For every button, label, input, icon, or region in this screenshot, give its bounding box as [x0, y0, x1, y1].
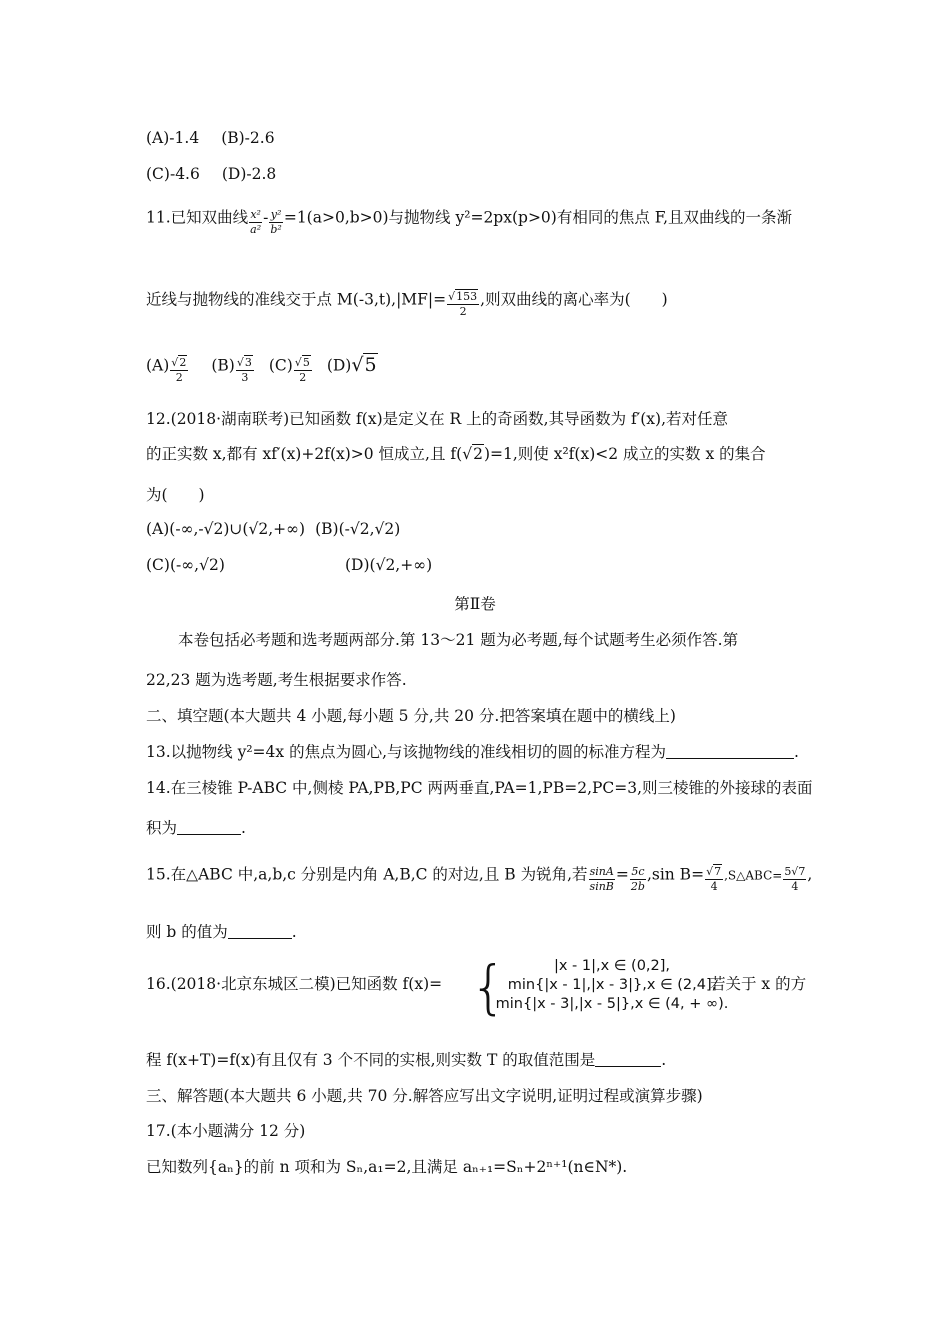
q16-case2: min{|x - 1|,|x - 3|},x ∈ (2,4],: [507, 977, 717, 993]
q10-option-c: (C)-4.6: [146, 165, 200, 183]
q17-stem: 已知数列{aₙ}的前 n 项和为 Sₙ,a₁=2,且满足 aₙ₊₁=Sₙ+2ⁿ⁺¹(n∈N*).: [146, 1158, 628, 1176]
q15-fraction-area: $\frac{5√7}{4}$: [784, 865, 806, 893]
q12-options-row1: [146, 519, 400, 539]
q13-stem: 13.以抛物线 y²=4x 的焦点为圆心,与该抛物线的准线相切的圆的标准方程为 .: [146, 743, 799, 761]
q10-options-row2: [146, 164, 276, 184]
q15-fraction-sinB: $\frac{√7}{4}$: [706, 865, 722, 893]
q12-option-d: (D)(√2,+∞): [345, 556, 433, 574]
q11-option-a: $\frac{√2}{2}$: [171, 356, 187, 384]
q11-stem-line2: 近线与抛物线的准线交于点 M(-3,t),|MF|= $\frac{√153}{2}$ ,则双曲线的离心率为( ): [146, 290, 668, 318]
q10-option-b: (B)-2.6: [221, 129, 275, 147]
q17-title: 17.(本小题满分 12 分): [146, 1122, 306, 1140]
q11-option-b: $\frac{√3}{3}$: [236, 356, 252, 384]
q11-mf-fraction: $\frac{√153}{2}$: [448, 290, 478, 318]
fill-in-section-header: 二、填空题(本大题共 4 小题,每小题 5 分,共 20 分.把答案填在题中的横线上): [146, 707, 676, 725]
section2-title: 第Ⅱ卷: [454, 595, 496, 613]
section2-intro-line2: 22,23 题为选考题,考生根据要求作答.: [146, 671, 407, 689]
left-brace-icon: {: [470, 953, 507, 1021]
q12-option-b: (B)(-√2,√2): [315, 520, 401, 538]
q16-case3: min{|x - 3|,|x - 5|},x ∈ (4, + ∞).: [495, 996, 729, 1012]
q14-stem-line2: 积为 .: [146, 819, 246, 837]
q15-stem-line1: 15.在△ABC 中,a,b,c 分别是内角 A,B,C 的对边,且 B 为锐角,若 $\frac{\sin A}{\sin B}$ = $\frac{5c}{2b}$ ,sin B= $\frac{√7}{4}$ ,S△ABC= $\frac{5√7}{4}$ ,: [146, 865, 813, 893]
solution-section-header: 三、解答题(本大题共 6 小题,共 70 分.解答应写出文字说明,证明过程或演算步骤): [146, 1087, 703, 1105]
section2-intro-line1: 本卷包括必考题和选考题两部分.第 13～21 题为必考题,每个试题考生必须作答.第: [178, 631, 739, 649]
q12-stem-line1: 12.(2018·湖南联考)已知函数 f(x)是定义在 R 上的奇函数,其导函数为 f′(x),若对任意: [146, 410, 729, 428]
q15-fraction-5c-2b: $\frac{5c}{2b}$: [630, 865, 645, 893]
q10-option-a: (A)-1.4: [146, 129, 200, 147]
q12-options-row2: [146, 555, 432, 575]
q16-stem-prefix: 16.(2018·北京东城区二模)已知函数 f(x)=: [146, 975, 443, 993]
q12-stem-line3: 为( ): [146, 486, 205, 504]
q14-stem-line1: 14.在三棱锥 P-ABC 中,侧棱 PA,PB,PC 两两垂直,PA=1,PB=2,PC=3,则三棱锥的外接球的表面: [146, 779, 813, 797]
q11-options: (A) $\frac{√2}{2}$ (B) $\frac{√3}{3}$ (C) $\frac{√5}{2}$ (D)√5: [146, 353, 377, 384]
q15-answer-blank[interactable]: [228, 922, 292, 939]
q15-fraction-sin-ratio: $\frac{\sin A}{\sin B}$: [589, 865, 614, 893]
q16-piecewise-function: [470, 953, 740, 1023]
q12-stem-line2: 的正实数 x,都有 xf′(x)+2f(x)>0 恒成立,且 f(√2)=1,则使 x²f(x)<2 成立的实数 x 的集合: [146, 445, 766, 463]
q16-answer-blank[interactable]: [595, 1050, 661, 1067]
q11-stem-line1: 11.已知双曲线 $\frac{\text{x²}}{\text{a²}}$ - $\frac{\text{y²}}{\text{b²}}$ =1(a>0,b>0)与抛物线 y²=2px(p>0)有相同的焦点 F,且双曲线的一条渐: [146, 208, 793, 236]
q15-stem-line2: 则 b 的值为 .: [146, 923, 297, 941]
q12-option-c: (C)(-∞,√2): [146, 556, 225, 574]
q11-mid-text: =1(a>0,b>0)与抛物线 y²=2px(p>0)有相同的焦点 F,且双曲线的一条渐: [283, 208, 793, 227]
q11-fraction-y: $\frac{\text{y²}}{\text{b²}}$: [270, 208, 282, 236]
q11-prefix: 11.已知双曲线: [146, 208, 249, 227]
q10-option-d: (D)-2.8: [221, 165, 277, 183]
q12-option-a: (A)(-∞,-√2)∪(√2,+∞): [146, 520, 306, 538]
q16-case1: |x - 1|,x ∈ (0,2],: [553, 958, 671, 974]
q11-fraction-x: $\frac{\text{x²}}{\text{a²}}$: [250, 208, 262, 236]
q11-option-d: √5: [351, 353, 377, 376]
q16-stem-line2: 程 f(x+T)=f(x)有且仅有 3 个不同的实根,则实数 T 的取值范围是 .: [146, 1051, 667, 1069]
q11-option-c: $\frac{√5}{2}$: [294, 356, 310, 384]
q13-answer-blank[interactable]: [666, 742, 794, 759]
q14-answer-blank[interactable]: [177, 818, 241, 835]
q16-stem-suffix: 若关于 x 的方: [710, 975, 807, 993]
q10-options-row1: [146, 128, 275, 148]
